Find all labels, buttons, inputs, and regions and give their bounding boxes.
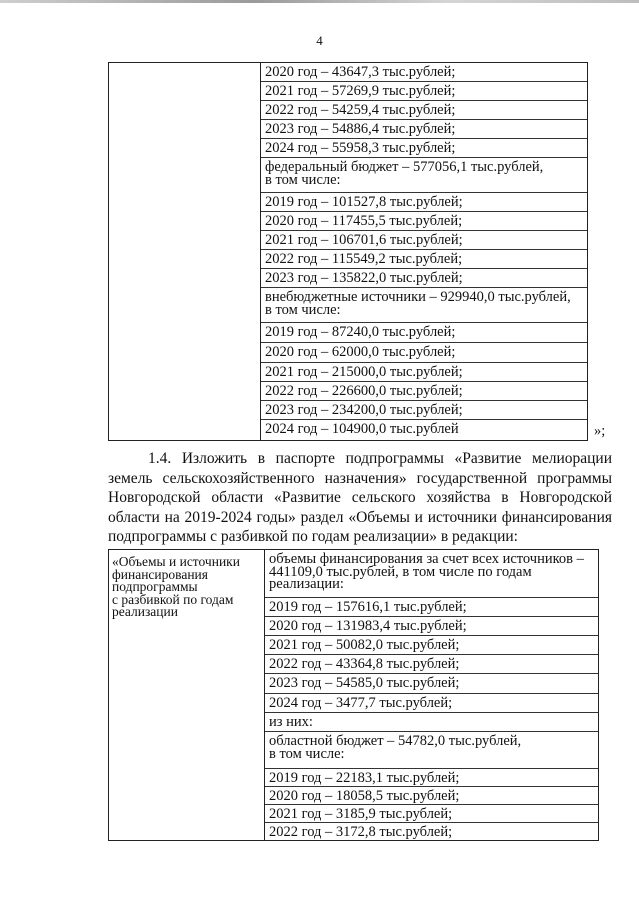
- table-closing-quote: »;: [594, 423, 606, 439]
- table-row: 2024 год – 3477,7 тыс.рублей;: [265, 694, 598, 713]
- funding-table-continued: [108, 62, 588, 441]
- table-row: 2024 год – 55958,3 тыс.рублей;: [261, 139, 587, 158]
- section-label-line: «Объемы и источники: [112, 554, 240, 569]
- section-label-line: подпрограммы: [112, 579, 198, 594]
- table-row: 2020 год – 43647,3 тыс.рублей;: [261, 63, 587, 82]
- table-row: 2021 год – 3185,9 тыс.рублей;: [265, 805, 598, 823]
- federal-budget-line: федеральный бюджет – 577056,1 тыс.рублей,: [265, 159, 544, 175]
- table-row: 2021 год – 50082,0 тыс.рублей;: [265, 636, 598, 655]
- table-row: [265, 550, 598, 598]
- table-row: 2019 год – 87240,0 тыс.рублей;: [261, 323, 587, 343]
- table-right-column: [261, 63, 587, 440]
- table-row: 2023 год – 234200,0 тыс.рублей;: [261, 401, 587, 420]
- regional-budget-subline: в том числе:: [269, 746, 345, 762]
- table-row: 2023 год – 54886,4 тыс.рублей;: [261, 120, 587, 139]
- table-row: 2019 год – 101527,8 тыс.рублей;: [261, 193, 587, 212]
- section-label-line: реализации: [112, 604, 178, 619]
- total-funding-line: объемы финансирования за счет всех источников –: [269, 551, 584, 567]
- table-row: 2019 год – 157616,1 тыс.рублей;: [265, 598, 598, 617]
- table-row: 2020 год – 131983,4 тыс.рублей;: [265, 617, 598, 636]
- table-row: 2020 год – 18058,5 тыс.рублей;: [265, 787, 598, 805]
- section-label-line: финансирования: [112, 566, 208, 582]
- table-row: 2023 год – 135822,0 тыс.рублей;: [261, 269, 587, 288]
- table-row: 2020 год – 62000,0 тыс.рублей;: [261, 343, 587, 363]
- table-row: 2021 год – 106701,6 тыс.рублей;: [261, 231, 587, 250]
- table-row: 2023 год – 54585,0 тыс.рублей;: [265, 674, 598, 694]
- section-label: [112, 556, 262, 619]
- table-right-column: [265, 550, 598, 840]
- table-row: [261, 288, 587, 323]
- table-row: 2020 год – 117455,5 тыс.рублей;: [261, 212, 587, 231]
- funding-table-new: [108, 549, 599, 841]
- table-left-column: [109, 63, 261, 440]
- table-row: 2024 год – 104900,0 тыс.рублей: [265, 421, 459, 437]
- amendment-paragraph: 1.4. Изложить в паспорте подпрограммы «Развитие мелиорации земель сельскохозяйственного назначения» государственной программы Новгородской области «Развитие сельского хозяйства в Новгородской области на 2019-2024 годы» раздел «Объемы и источники финансирования подпрограммы с разбивкой по годам реализации» в редакции:: [108, 450, 612, 545]
- table-row: [261, 158, 587, 193]
- scan-top-edge: [0, 0, 639, 3]
- table-row: 2022 год – 54259,4 тыс.рублей;: [261, 101, 587, 120]
- table-left-column: [109, 550, 265, 840]
- table-row: 2022 год – 115549,2 тыс.рублей;: [261, 250, 587, 269]
- regional-budget-line: областной бюджет – 54782,0 тыс.рублей,: [269, 733, 522, 749]
- total-funding-line: реализации:: [269, 576, 344, 592]
- extrabudget-line: внебюджетные источники – 929940,0 тыс.рублей,: [265, 289, 571, 305]
- extrabudget-subline: в том числе:: [265, 302, 341, 318]
- section-label-line: с разбивкой по годам: [112, 591, 234, 607]
- table-row: 2021 год – 57269,9 тыс.рублей;: [261, 82, 587, 101]
- federal-budget-subline: в том числе:: [265, 172, 341, 188]
- table-row: 2022 год – 43364,8 тыс.рублей;: [265, 655, 598, 674]
- table-row: 2019 год – 22183,1 тыс.рублей;: [265, 769, 598, 787]
- page-number: 4: [316, 33, 323, 48]
- total-funding-line: 441109,0 тыс.рублей, в том числе по годам: [269, 563, 532, 580]
- table-row: из них:: [265, 713, 598, 732]
- table-row: [265, 732, 598, 769]
- table-row: 2022 год – 226600,0 тыс.рублей;: [261, 382, 587, 401]
- table-row: 2021 год – 215000,0 тыс.рублей;: [261, 363, 587, 382]
- table-row: 2022 год – 3172,8 тыс.рублей;: [269, 824, 453, 840]
